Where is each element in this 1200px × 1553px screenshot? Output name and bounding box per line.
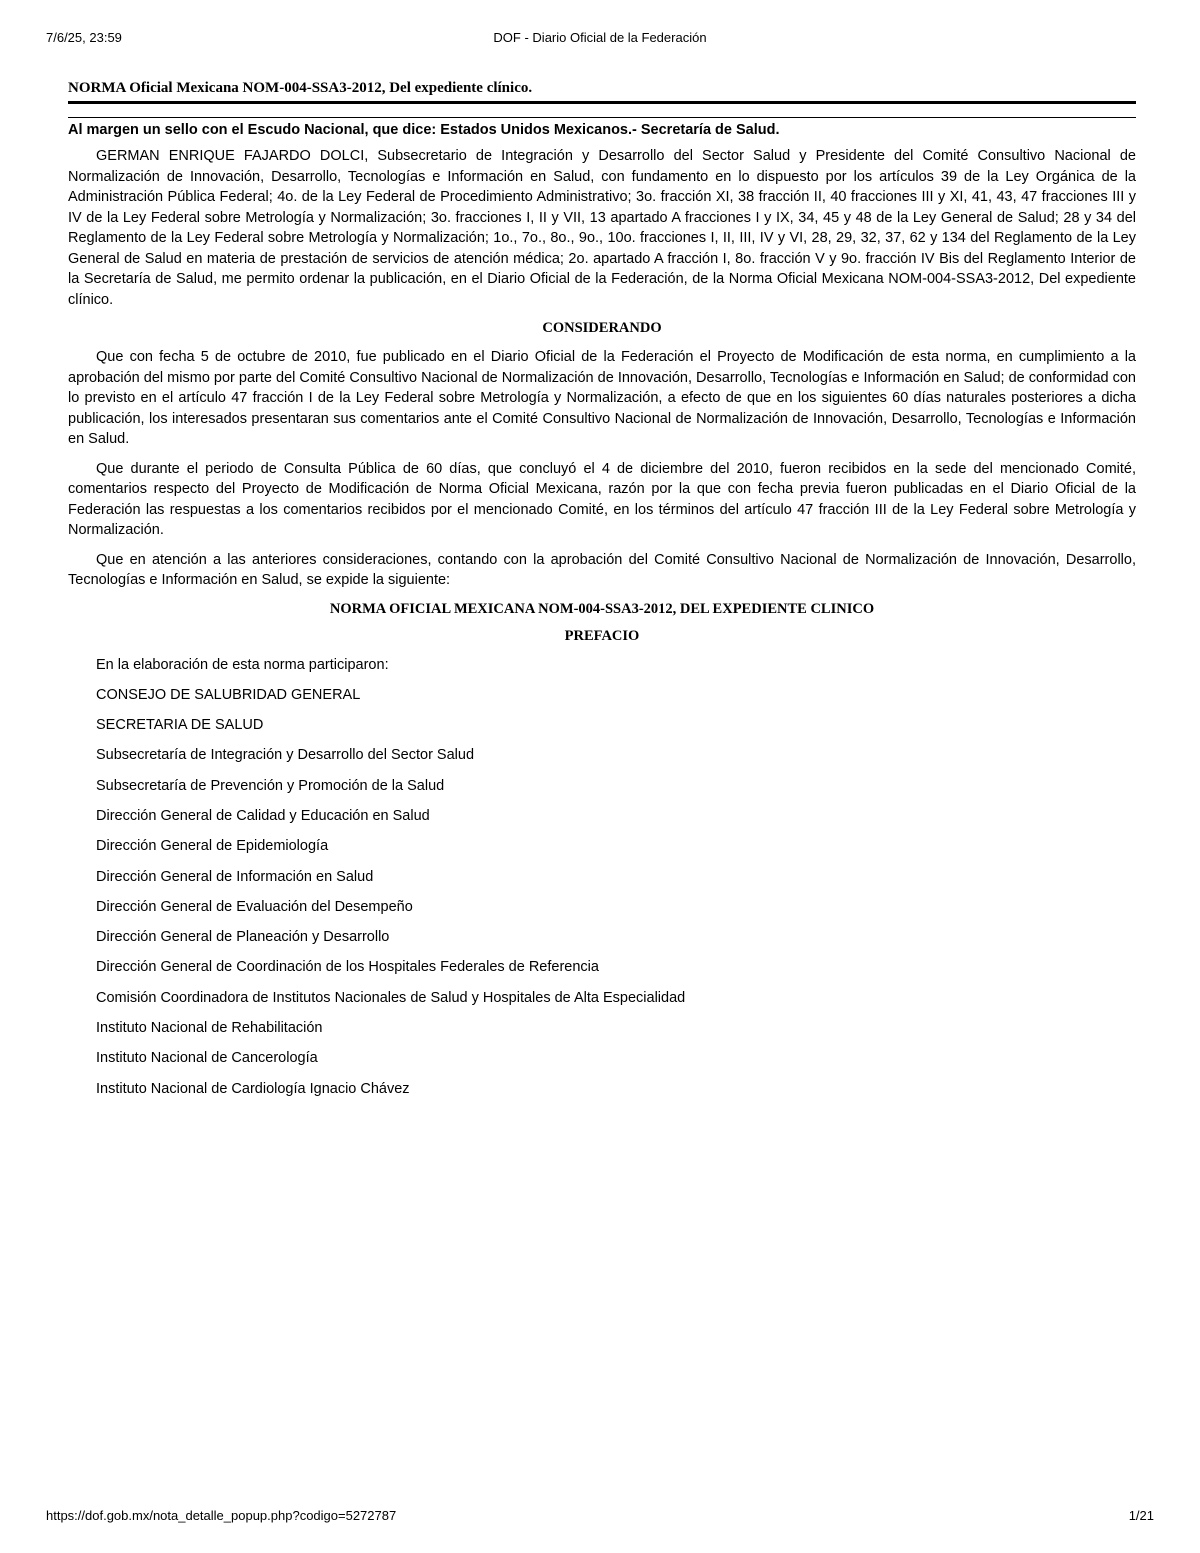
list-item: Subsecretaría de Integración y Desarrollo del Sector Salud (96, 747, 475, 764)
list-item: SECRETARIA DE SALUD (96, 717, 264, 734)
preamble-paragraph: GERMAN ENRIQUE FAJARDO DOLCI, Subsecretario de Integración y Desarrollo del Sector Salud y Presidente del Comité Consultivo Nacional de Normalización de Innovación, Desarrollo, Tecnologías e Información en Salud, con fundamento en lo dispuesto por los artículos 39 de la Ley Orgánica de la Administración Pública Federal; 4o. de la Ley Federal de Procedimiento Administrativo; 3o. fracción XI, 38 fracción II, 40 fracciones III y XI, 41, 43, 47 fracciones III y IV de la Ley Federal sobre Metrología y Normalización; 3o. fracciones I, II y VII, 13 apartado A fracciones I y IX, 34, 45 y 48 de la Ley General de Salud; 28 y 34 del Reglamento de la Ley Federal sobre Metrología y Normalización; 1o., 7o., 8o., 9o., 10o. fracciones I, II, III, IV y VI, 28, 29, 32, 37, 62 y 134 del Reglamento de la Ley General de Salud en materia de prestación de servicios de atención médica; 2o. apartado A fracción I, 8o. fracción V y 9o. fracción IV Bis del Reglamento Interior de la Secretaría de Salud, me permito ordenar la publicación, en el Diario Oficial de la Federación, de la Norma Oficial Mexicana NOM-004-SSA3-2012, Del expediente clínico. (68, 148, 1136, 308)
list-item: Dirección General de Planeación y Desarrollo (96, 929, 390, 946)
list-item: Dirección General de Coordinación de los Hospitales Federales de Referencia (96, 959, 599, 976)
list-item: Dirección General de Información en Salud (96, 868, 374, 885)
list-item: Instituto Nacional de Cancerología (96, 1050, 318, 1067)
list-item: Dirección General de Evaluación del Desempeño (96, 898, 413, 915)
title-rule-thick (68, 101, 1136, 104)
prefacio-heading: PREFACIO (564, 627, 640, 644)
print-footer (46, 1508, 1154, 1528)
list-item: Subsecretaría de Prevención y Promoción de la Salud (96, 777, 445, 794)
considerando-heading: CONSIDERANDO (542, 320, 662, 336)
print-datetime: 7/6/25, 23:59 (46, 30, 122, 45)
list-item: CONSEJO DE SALUBRIDAD GENERAL (96, 686, 361, 703)
document-body (68, 80, 1136, 1109)
document-title: NORMA Oficial Mexicana NOM-004-SSA3-2012, Del expediente clínico. (68, 80, 533, 96)
considerando-paragraph: Que con fecha 5 de octubre de 2010, fue publicado en el Diario Oficial de la Federación el Proyecto de Modificación de esta norma, en cumplimiento a la aprobación del mismo por parte del Comité Consultivo Nacional de Normalización de Innovación, Desarrollo, Tecnologías e Información en Salud; de conformidad con lo previsto en el artículo 47 fracción I de la Ley Federal sobre Metrología y Normalización, a efecto de que en los siguientes 60 días naturales posteriores a dicha publicación, los interesados presentaran sus comentarios ante el Comité Consultivo Nacional de Normalización de Innovación, Desarrollo, Tecnologías e Información en Salud. (68, 349, 1136, 447)
list-item: Instituto Nacional de Cardiología Ignacio Chávez (96, 1080, 410, 1097)
print-header (46, 30, 1154, 50)
list-item: En la elaboración de esta norma participaron: (96, 656, 389, 673)
considerando-paragraph: Que durante el periodo de Consulta Pública de 60 días, que concluyó el 4 de diciembre del 2010, fueron recibidos en la sede del mencionado Comité, comentarios respecto del Proyecto de Modificación de Norma Oficial Mexicana, razón por la que con fecha previa fueron publicadas en el Diario Oficial de la Federación las respuestas a los comentarios recibidos por el mencionado Comité, en los términos del artículo 47 fracción III de la Ley Federal sobre Metrología y Normalización. (68, 460, 1136, 538)
print-site-title: DOF - Diario Oficial de la Federación (493, 30, 707, 45)
list-item: Instituto Nacional de Rehabilitación (96, 1020, 323, 1037)
print-url: https://dof.gob.mx/nota_detalle_popup.php?codigo=5272787 (46, 1508, 397, 1523)
page-number: 1/21 (1128, 1508, 1154, 1523)
title-rule-thin (68, 117, 1136, 118)
list-item: Dirección General de Epidemiología (96, 838, 329, 855)
list-item: Comisión Coordinadora de Institutos Nacionales de Salud y Hospitales de Alta Especialidad (96, 989, 686, 1006)
norma-heading: NORMA OFICIAL MEXICANA NOM-004-SSA3-2012, DEL EXPEDIENTE CLINICO (329, 600, 875, 617)
list-item: Dirección General de Calidad y Educación en Salud (96, 807, 430, 824)
participants-list (68, 655, 1136, 1099)
margin-note: Al margen un sello con el Escudo Nacional, que dice: Estados Unidos Mexicanos.- Secretaría de Salud. (68, 122, 780, 138)
considerando-paragraph: Que en atención a las anteriores consideraciones, contando con la aprobación del Comité Consultivo Nacional de Normalización de Innovación, Desarrollo, Tecnologías e Información en Salud, se expide la siguiente: (68, 551, 1136, 588)
